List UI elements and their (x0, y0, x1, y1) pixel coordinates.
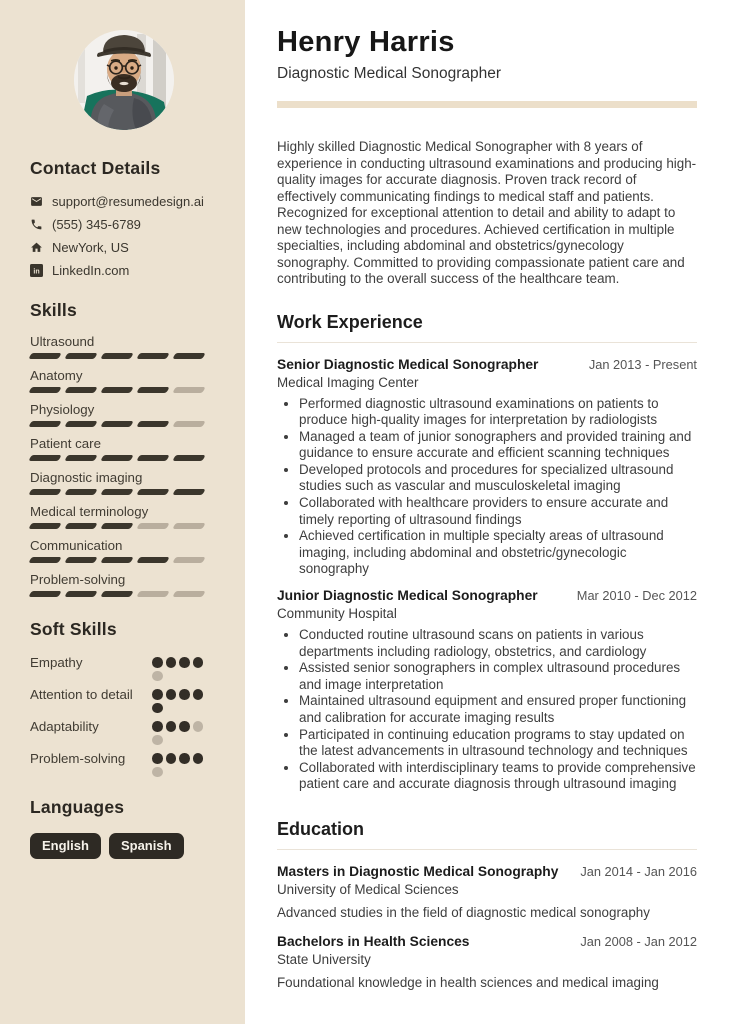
linkedin-icon (30, 264, 43, 277)
skill-level-bar (30, 353, 217, 359)
experience-heading: Work Experience (277, 312, 697, 343)
skill-item (30, 334, 217, 359)
job-bullet: • Performed diagnostic ultrasound examinations on patients to produce high-quality images for interpretation by radiologists (299, 396, 697, 429)
degree-title: Masters in Diagnostic Medical Sonography (277, 863, 559, 879)
soft-skill-label: Attention to detail (30, 687, 133, 702)
languages-heading: Languages (30, 797, 125, 817)
education-dates: Jan 2014 - Jan 2016 (580, 863, 697, 879)
experience-section (277, 312, 697, 793)
email-text[interactable]: support@resumedesign.ai (52, 194, 204, 209)
soft-skill-item (30, 654, 217, 681)
skill-label: Problem-solving (30, 572, 126, 587)
job-company: Medical Imaging Center (277, 374, 419, 390)
skill-level-bar (30, 421, 217, 427)
job-company: Community Hospital (277, 606, 397, 622)
linkedin-text[interactable]: LinkedIn.com (52, 263, 130, 278)
language-pills (30, 833, 217, 859)
skill-level-bar (30, 523, 217, 529)
skill-item (30, 538, 217, 563)
skills-section (30, 300, 217, 597)
skill-level-bar (30, 591, 217, 597)
education-heading: Education (277, 819, 697, 850)
email-icon (30, 195, 43, 208)
skill-label: Diagnostic imaging (30, 470, 143, 485)
job-bullets (277, 627, 697, 793)
location-text: NewYork, US (52, 240, 129, 255)
job-bullet: • Conducted routine ultrasound scans on patients in various departments including radiology, obstetrics, and cardiology (299, 627, 697, 660)
soft-skill-label: Problem-solving (30, 751, 126, 766)
accent-divider (277, 101, 697, 108)
skill-item (30, 504, 217, 529)
skill-item (30, 470, 217, 495)
languages-section (30, 797, 217, 859)
skill-item (30, 436, 217, 461)
language-pill: English (30, 833, 101, 859)
job-bullet: • Managed a team of junior sonographers and provided training and guidance to ensure accurate and efficient scanning techniques (299, 429, 697, 462)
skill-label: Anatomy (30, 368, 83, 383)
contact-row-email (30, 194, 217, 209)
job-dates: Jan 2013 - Present (588, 356, 697, 372)
skill-label: Physiology (30, 402, 95, 417)
job-entry (277, 357, 697, 579)
summary-paragraph: Highly skilled Diagnostic Medical Sonographer with 8 years of experience in conducting ultrasound examinations and producing high-quality images for accurate diagnosis. Proven track record of effectively communicating findings to medical staff and patients. Recognized for exceptional attention to detail and ability to adapt to new technologies and procedures. Achieved certification in multiple specialties, including abdominal and obstetrics/gynecology sonography. Committed to providing compassionate patient care and contributing to the overall success of the healthcare team. (277, 139, 697, 286)
job-title: Senior Diagnostic Medical Sonographer (277, 356, 539, 372)
job-header (277, 588, 697, 603)
job-bullet: • Collaborated with healthcare providers to ensure accurate and timely reporting of ultrasound findings (299, 495, 697, 528)
education-dates: Jan 2008 - Jan 2012 (580, 933, 697, 949)
soft-skills-heading: Soft Skills (30, 619, 117, 639)
education-entry (277, 864, 697, 920)
soft-skill-label: Empathy (30, 655, 83, 670)
contact-section (30, 158, 217, 278)
education-description: Foundational knowledge in health sciences and medical imaging (277, 974, 659, 990)
education-header (277, 934, 697, 949)
soft-skill-dots (152, 753, 204, 777)
home-icon (30, 241, 43, 254)
language-pill: Spanish (109, 833, 184, 859)
skill-level-bar (30, 455, 217, 461)
job-bullet: • Developed protocols and procedures for specialized ultrasound studies such as vascular and musculoskeletal imaging (299, 462, 697, 495)
education-header (277, 864, 697, 879)
sidebar (0, 0, 245, 1024)
soft-skill-dots (152, 689, 204, 713)
school-name: State University (277, 951, 371, 967)
job-bullets (277, 396, 697, 579)
profile-photo (74, 30, 174, 130)
contact-row-phone (30, 217, 217, 232)
phone-text: (555) 345-6789 (52, 217, 141, 232)
job-bullet: • Assisted senior sonographers in complex ultrasound procedures and image interpretation (299, 660, 697, 693)
skill-label: Patient care (30, 436, 101, 451)
job-header (277, 357, 697, 372)
contact-heading: Contact Details (30, 158, 161, 178)
soft-skill-item (30, 750, 217, 777)
job-bullet: • Maintained ultrasound equipment and ensured proper functioning and calibration for accurate imaging results (299, 693, 697, 726)
skill-level-bar (30, 489, 217, 495)
soft-skill-item (30, 686, 217, 713)
phone-icon (30, 218, 43, 231)
skill-label: Communication (30, 538, 123, 553)
contact-list (30, 194, 217, 278)
soft-skill-dots (152, 721, 204, 745)
education-description: Advanced studies in the field of diagnostic medical sonography (277, 904, 650, 920)
skill-item (30, 572, 217, 597)
skill-item (30, 368, 217, 393)
skill-level-bar (30, 387, 217, 393)
skills-heading: Skills (30, 300, 77, 320)
job-bullet: • Collaborated with interdisciplinary teams to provide comprehensive patient care and accurate diagnosis through ultrasound imaging (299, 760, 697, 793)
candidate-title: Diagnostic Medical Sonographer (277, 65, 502, 82)
soft-skill-item (30, 718, 217, 745)
education-section (277, 819, 697, 990)
skill-label: Ultrasound (30, 334, 95, 349)
job-bullet: • Participated in continuing education programs to stay updated on the latest advancements in ultrasound technology and techniques (299, 727, 697, 760)
job-entry (277, 588, 697, 793)
job-title: Junior Diagnostic Medical Sonographer (277, 588, 538, 604)
job-bullet: • Achieved certification in multiple specialty areas of ultrasound imaging, including abdominal and obstetric/gynecologic sonography (299, 528, 697, 578)
degree-title: Bachelors in Health Sciences (277, 933, 470, 949)
skill-level-bar (30, 557, 217, 563)
soft-skills-section (30, 619, 217, 777)
school-name: University of Medical Sciences (277, 881, 459, 897)
main-content (245, 0, 730, 1024)
soft-skill-dots (152, 657, 204, 681)
avatar-illustration (74, 30, 174, 130)
skill-item (30, 402, 217, 427)
contact-row-linkedin (30, 263, 217, 278)
soft-skill-label: Adaptability (30, 719, 99, 734)
contact-row-location (30, 240, 217, 255)
skill-label: Medical terminology (30, 504, 149, 519)
candidate-name: Henry Harris (277, 26, 455, 58)
education-entry (277, 934, 697, 990)
job-dates: Mar 2010 - Dec 2012 (576, 588, 697, 604)
svg-text:in: in (33, 268, 40, 276)
